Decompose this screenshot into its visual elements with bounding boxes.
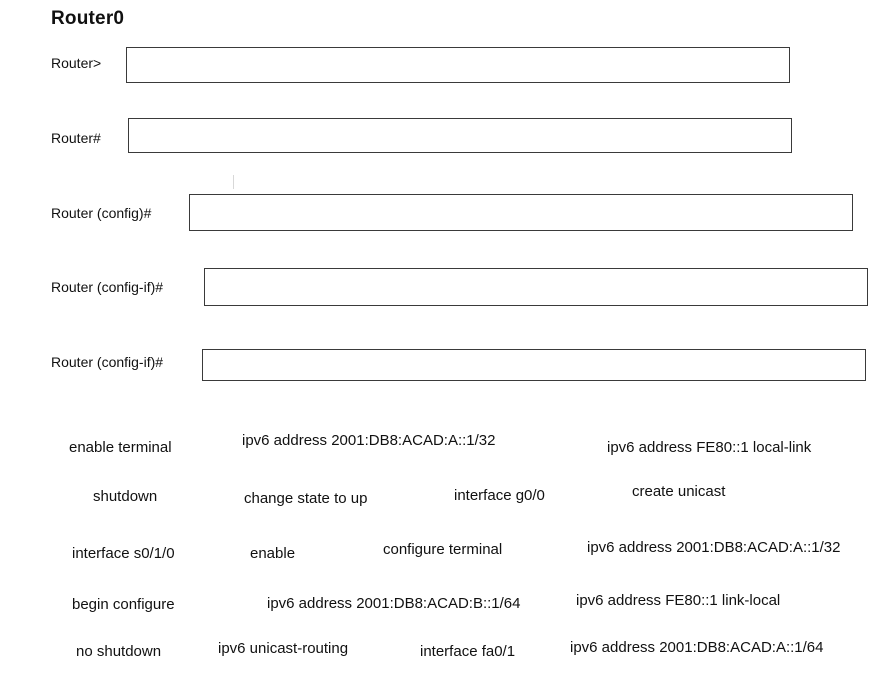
option-configure-terminal[interactable]: configure terminal — [383, 541, 503, 558]
prompt-global-config: Router (config)# — [51, 205, 152, 221]
option-ipv6-fe80-link-local[interactable]: ipv6 address FE80::1 link-local — [576, 592, 781, 609]
prompt-user-exec: Router> — [51, 55, 102, 71]
prompt-interface-config-2: Router (config-if)# — [51, 354, 164, 370]
option-enable-terminal[interactable]: enable terminal — [69, 439, 172, 456]
option-enable[interactable]: enable — [250, 545, 296, 562]
option-begin-configure[interactable]: begin configure — [72, 596, 175, 613]
option-ipv6-acad-a-64[interactable]: ipv6 address 2001:DB8:ACAD:A::1/64 — [570, 639, 824, 656]
answer-box-privileged-exec[interactable] — [128, 118, 792, 153]
page-title: Router0 — [51, 8, 125, 29]
option-change-state-to-up[interactable]: change state to up — [244, 490, 368, 507]
option-ipv6-unicast-routing[interactable]: ipv6 unicast-routing — [218, 640, 349, 657]
answer-box-global-config[interactable] — [189, 194, 853, 231]
option-ipv6-acad-a-32-second[interactable]: ipv6 address 2001:DB8:ACAD:A::1/32 — [587, 539, 841, 556]
answer-box-interface-config-2[interactable] — [202, 349, 866, 381]
option-ipv6-acad-a-32[interactable]: ipv6 address 2001:DB8:ACAD:A::1/32 — [242, 432, 496, 449]
option-ipv6-fe80-local-link[interactable]: ipv6 address FE80::1 local-link — [607, 439, 812, 456]
option-interface-fa0-1[interactable]: interface fa0/1 — [420, 643, 516, 660]
option-interface-g0-0[interactable]: interface g0/0 — [454, 487, 545, 504]
answer-box-user-exec[interactable] — [126, 47, 790, 83]
option-shutdown[interactable]: shutdown — [93, 488, 158, 505]
prompt-interface-config-1: Router (config-if)# — [51, 279, 164, 295]
text-cursor-mark — [233, 175, 234, 189]
prompt-privileged-exec: Router# — [51, 130, 101, 146]
option-interface-s0-1-0[interactable]: interface s0/1/0 — [72, 545, 175, 562]
option-create-unicast[interactable]: create unicast — [632, 483, 726, 500]
option-no-shutdown[interactable]: no shutdown — [76, 643, 162, 660]
option-ipv6-acad-b-64[interactable]: ipv6 address 2001:DB8:ACAD:B::1/64 — [267, 595, 521, 612]
answer-box-interface-config-1[interactable] — [204, 268, 868, 306]
